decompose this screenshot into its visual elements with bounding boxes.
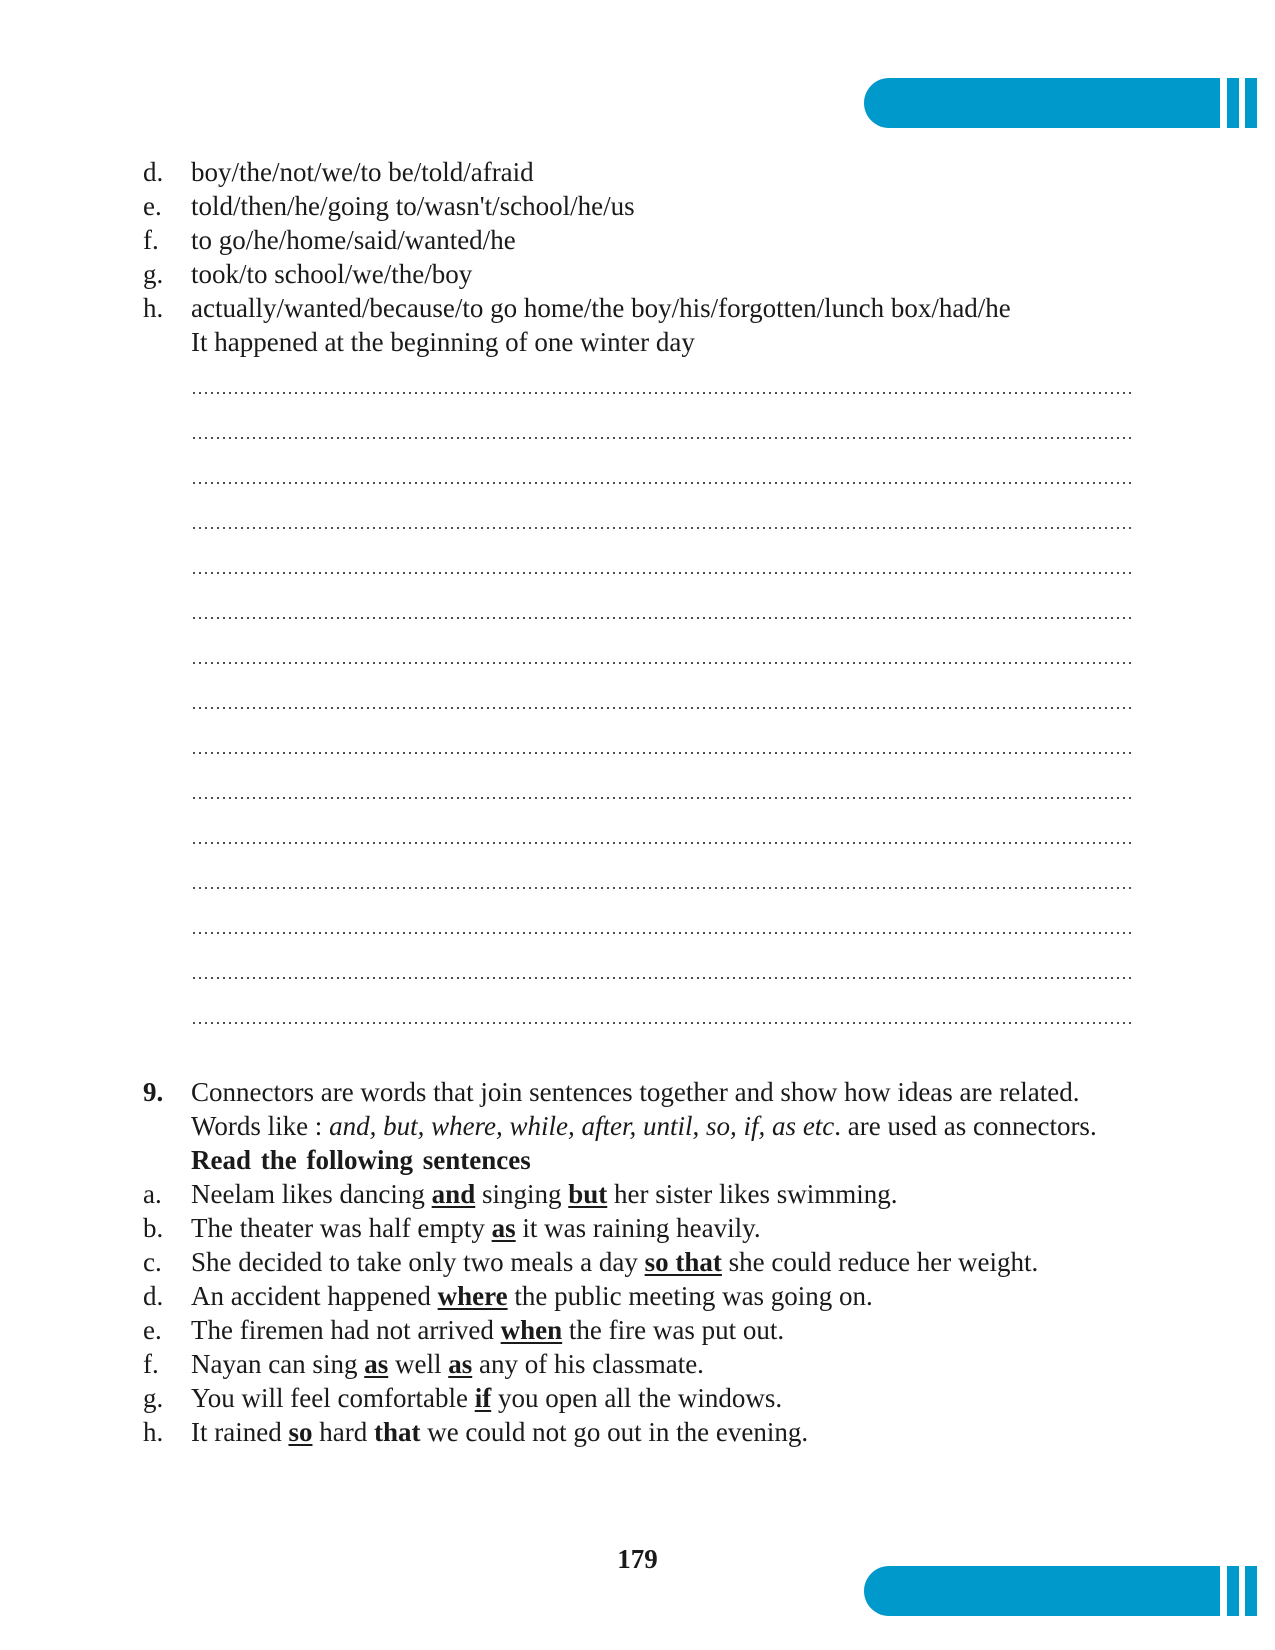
list-item: f. to go/he/home/said/wanted/he	[143, 225, 516, 255]
sentence-item: g. You will feel comfortable if you open all the windows.	[143, 1383, 783, 1413]
sentence-item: f. Nayan can sing as well as any of his classmate.	[143, 1349, 704, 1379]
footer-decoration	[864, 1566, 1264, 1616]
question-9-examples: Words like : and, but, where, while, after, until, so, if, as etc. are used as connectors.	[191, 1111, 1097, 1141]
header-decoration	[864, 78, 1264, 128]
sentence-item: a. Neelam likes dancing and singing but her sister likes swimming.	[143, 1179, 898, 1209]
sentence-item: d. An accident happened where the public meeting was going on.	[143, 1281, 873, 1311]
sentence-item: h. It rained so hard that we could not go out in the evening.	[143, 1417, 809, 1447]
question-9: 9. Connectors are words that join sentences together and show how ideas are related.	[143, 1077, 1080, 1107]
list-item: d. boy/the/not/we/to be/told/afraid	[143, 157, 534, 187]
page-number: 179	[617, 1544, 658, 1574]
sentence-item: c. She decided to take only two meals a day so that she could reduce her weight.	[143, 1247, 1039, 1277]
list-item: h. actually/wanted/because/to go home/the boy/his/forgotten/lunch box/had/he	[143, 293, 1011, 323]
instruction: Read the following sentences	[191, 1145, 531, 1175]
list-item: e. told/then/he/going to/wasn't/school/he/us	[143, 191, 635, 221]
story-start: It happened at the beginning of one winter day	[191, 327, 695, 357]
sentence-item: e. The firemen had not arrived when the fire was put out.	[143, 1315, 785, 1345]
list-item: g. took/to school/we/the/boy	[143, 259, 473, 289]
sentence-item: b. The theater was half empty as it was raining heavily.	[143, 1213, 761, 1243]
